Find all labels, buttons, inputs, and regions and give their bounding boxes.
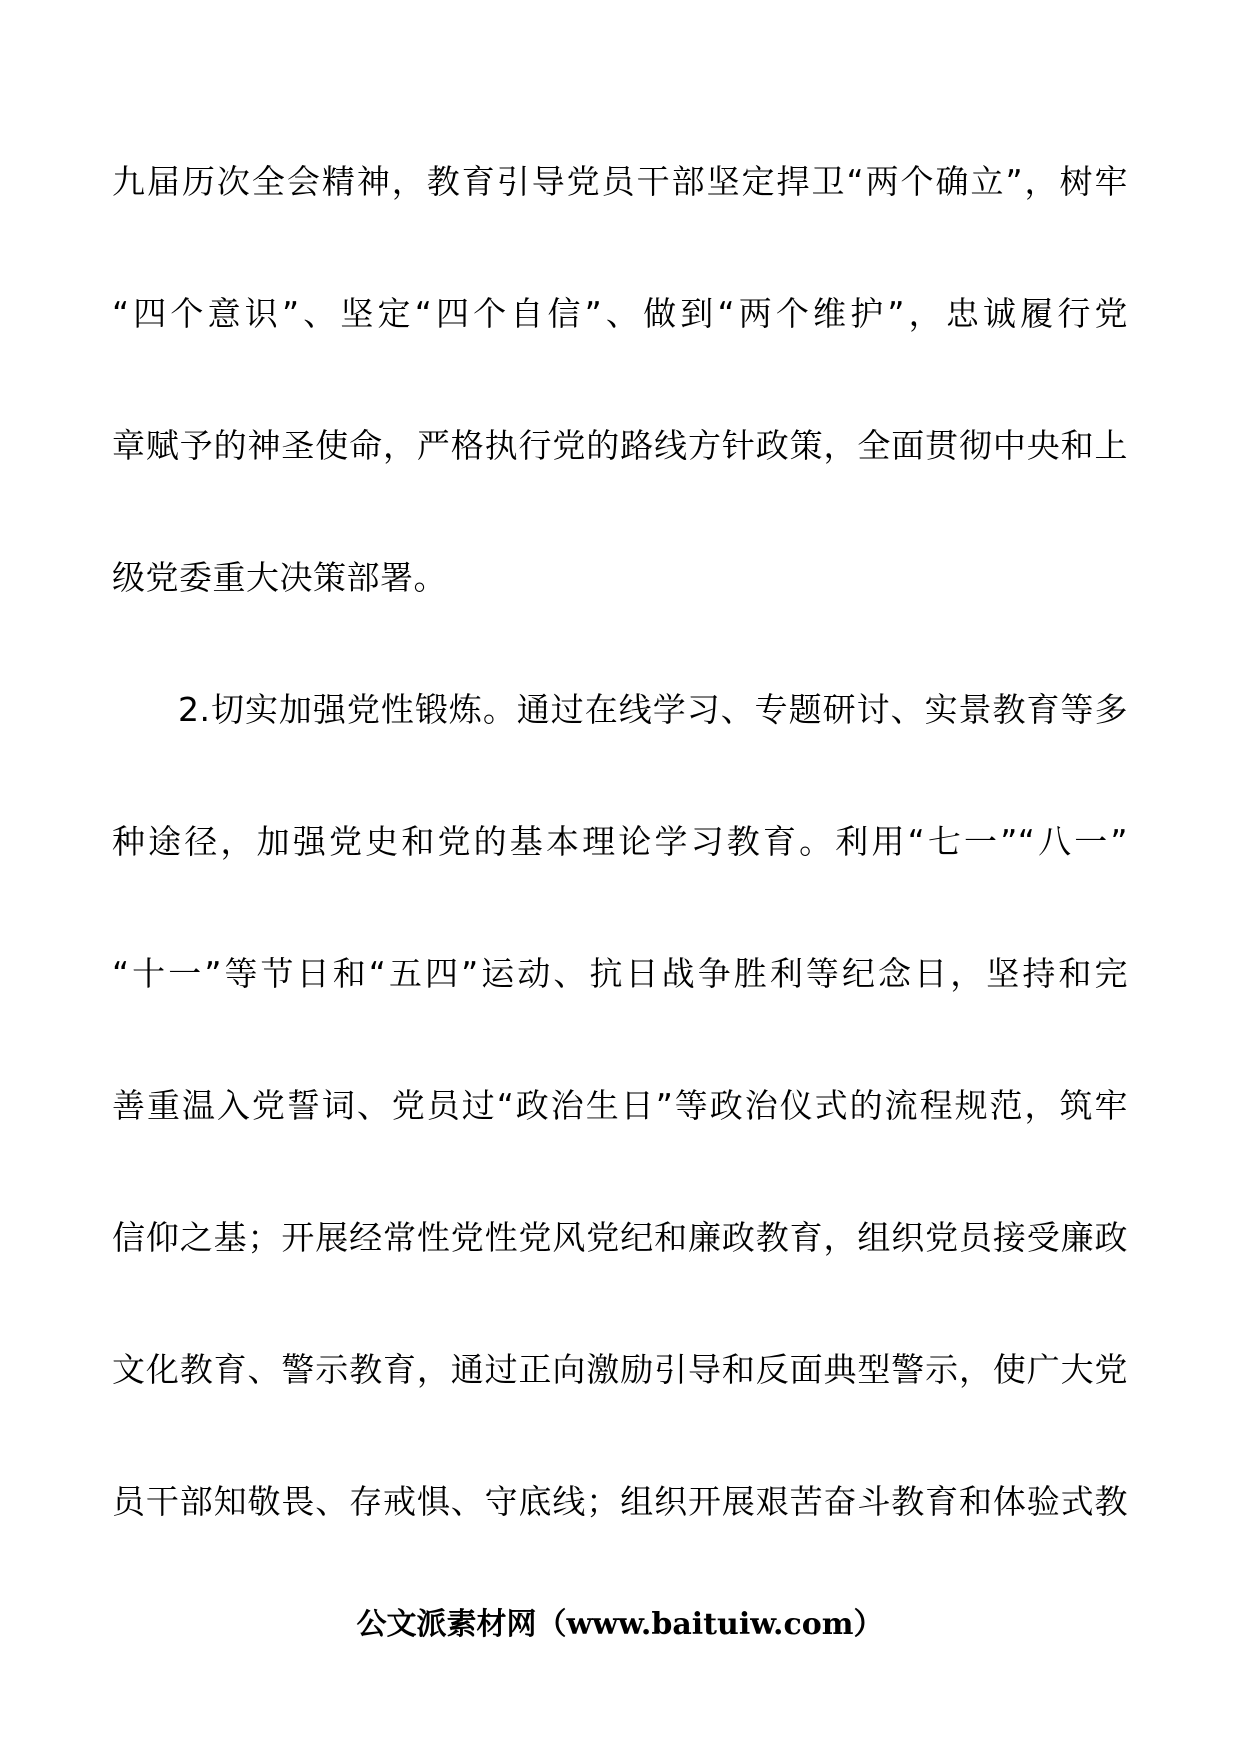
text-line-3: 章赋予的神圣使命，严格执行党的路线方针政策，全面贯彻中央和上 [112, 426, 1128, 465]
footer-watermark-text: 公文派素材网（www.baituiw.com） [356, 1607, 884, 1642]
text-line-9: 信仰之基；开展经常性党性党风党纪和廉政教育，组织党员接受廉政 [112, 1218, 1128, 1257]
text-line-5: 2.切实加强党性锻炼。通过在线学习、专题研讨、实景教育等多 [178, 690, 1128, 729]
text-line-10: 文化教育、警示教育，通过正向激励引导和反面典型警示，使广大党 [112, 1350, 1128, 1389]
text-line-1: 九届历次全会精神，教育引导党员干部坚定捍卫“两个确立”，树牢 [112, 162, 1128, 201]
text-line-2: “四个意识”、坚定“四个自信”、做到“两个维护”，忠诚履行党 [112, 294, 1128, 333]
text-line-11: 员干部知敬畏、存戒惧、守底线；组织开展艰苦奋斗教育和体验式教 [112, 1482, 1128, 1521]
text-line-8: 善重温入党誓词、党员过“政治生日”等政治仪式的流程规范，筑牢 [112, 1086, 1128, 1125]
text-line-7: “十一”等节日和“五四”运动、抗日战争胜利等纪念日，坚持和完 [112, 954, 1128, 993]
text-line-4: 级党委重大决策部署。 [112, 558, 447, 597]
text-line-6: 种途径，加强党史和党的基本理论学习教育。利用“七一”“八一” [112, 822, 1128, 861]
